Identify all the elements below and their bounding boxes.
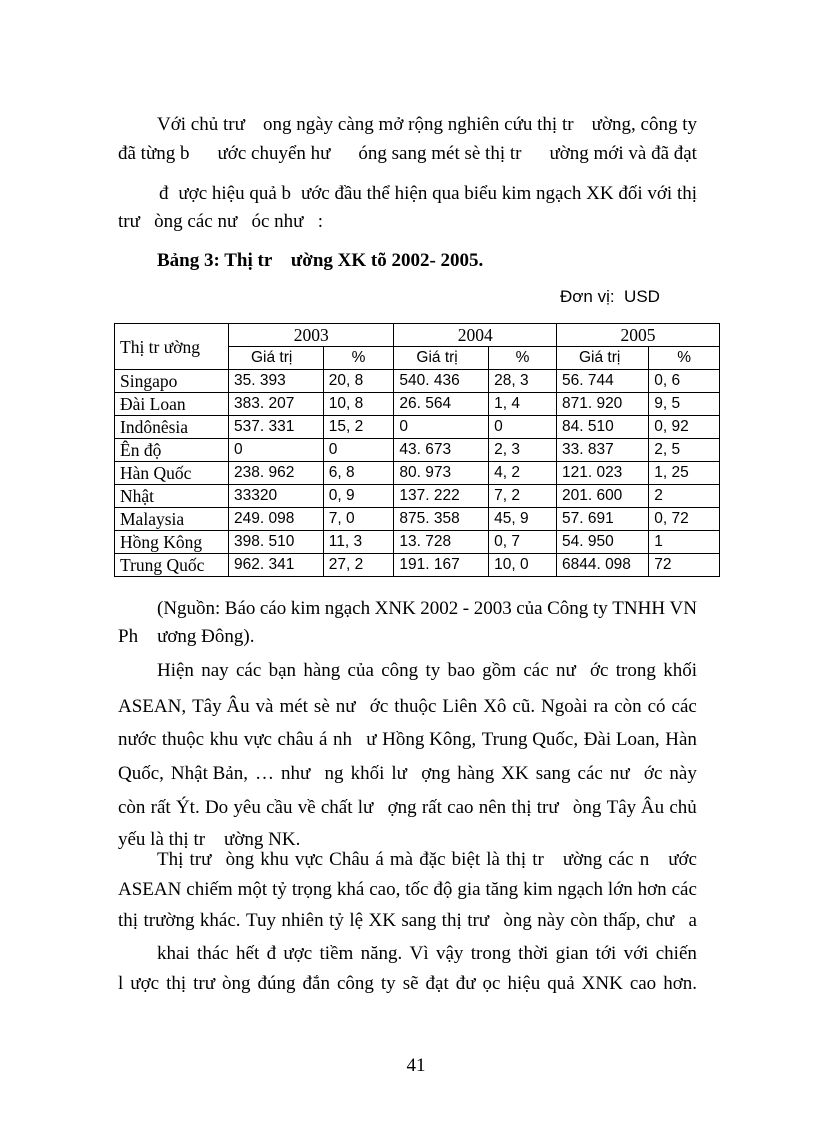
page-number: 41 [406, 1055, 426, 1076]
word: cầu [266, 797, 293, 818]
word: trư [193, 973, 216, 994]
paragraph-2-line-6: yếu là thị tr ường NK. [118, 829, 301, 850]
word: chư a [646, 910, 697, 931]
word: khác. [199, 910, 241, 931]
value-header: Giá trị [394, 347, 489, 370]
word: cao, [369, 879, 401, 900]
word: Ngoài [541, 696, 588, 717]
word: Tuy [246, 910, 276, 931]
word: tới [595, 943, 617, 964]
word: cũ. [512, 696, 536, 717]
word: và [255, 696, 274, 717]
paragraph-3-line-4 [157, 943, 697, 965]
table-row [115, 416, 720, 439]
word: trư òng [536, 797, 602, 818]
word: chiếm [186, 879, 233, 900]
percent-cell: 10, 8 [323, 393, 394, 416]
word: mà [389, 849, 414, 870]
percent-cell: 1 [649, 531, 720, 554]
paragraph-2-line-1 [157, 660, 697, 682]
word: công [336, 973, 374, 994]
value-cell: 84. 510 [556, 416, 648, 439]
word: ngạch [324, 598, 371, 619]
word: XNK [374, 598, 416, 619]
word: XNK [581, 973, 623, 994]
word: TNHH [612, 598, 666, 619]
value-cell: 137. 222 [394, 485, 489, 508]
word: sang [535, 763, 571, 784]
percent-cell: 2 [649, 485, 720, 508]
percent-cell: 9, 5 [649, 393, 720, 416]
word: thuộc [394, 696, 437, 717]
word: bạn [268, 660, 297, 681]
word: đư [455, 973, 476, 994]
percent-cell: 10, 0 [489, 554, 557, 577]
word: trường [143, 910, 195, 931]
word: của [516, 598, 543, 619]
paragraph-3-line-1 [157, 849, 697, 871]
word: khu [209, 729, 239, 750]
paragraph-1-line-2 [118, 143, 697, 165]
percent-cell: 7, 2 [489, 485, 557, 508]
word: cáo [259, 598, 287, 619]
word: hiệu [507, 973, 541, 994]
word: Xô [483, 696, 507, 717]
percent-cell: 28, 3 [489, 370, 557, 393]
word: với [623, 943, 649, 964]
table-row [115, 370, 720, 393]
paragraph-1-line-3 [159, 183, 697, 205]
word: đạt [425, 973, 449, 994]
value-cell: 191. 167 [394, 554, 489, 577]
value-cell: 540. 436 [394, 370, 489, 393]
word: Do [204, 797, 229, 818]
word: hàng [457, 763, 495, 784]
percent-cell: 15, 2 [323, 416, 394, 439]
value-cell: 383. 207 [229, 393, 324, 416]
word: độ [433, 879, 453, 900]
word: vực [243, 729, 272, 750]
word: biệt [451, 849, 481, 870]
word: Vì [409, 943, 429, 964]
table-header-row-years [115, 324, 720, 347]
word: ược hiệu quả b [178, 183, 292, 204]
word: khá [336, 879, 365, 900]
word: tỷ [272, 879, 287, 900]
value-cell: 398. 510 [229, 531, 324, 554]
value-cell: 80. 973 [394, 462, 489, 485]
word: chất [320, 797, 353, 818]
market-cell: Hồng Kông [115, 531, 229, 554]
word: tốc [405, 879, 429, 900]
value-cell: 6844. 098 [556, 554, 648, 577]
word: Ýt. [175, 797, 200, 818]
value-cell: 875. 358 [394, 508, 489, 531]
paragraph-2-line-4 [118, 763, 697, 785]
word: nư ớc [555, 660, 609, 681]
word: mét [279, 696, 308, 717]
word: ong ngày càng mở rộng nghiên cứu thị tr [263, 114, 574, 135]
word: ngạch [557, 879, 603, 900]
table-row [115, 508, 720, 531]
percent-cell: 0, 7 [489, 531, 557, 554]
market-cell: Indônêsia [115, 416, 229, 439]
word: về [297, 797, 316, 818]
word: Nhật Bản, [170, 763, 248, 784]
word: nư ớc [335, 696, 389, 717]
word: thị [118, 910, 139, 931]
word: 2002 [420, 598, 459, 619]
word: XK [501, 763, 529, 784]
word: đã từng b [118, 143, 190, 164]
percent-cell: 0, 92 [649, 416, 720, 439]
percent-cell: 2, 3 [489, 439, 557, 462]
value-cell: 33320 [229, 485, 324, 508]
paragraph-2-line-5 [118, 797, 697, 819]
word: đặc [419, 849, 446, 870]
word: ASEAN, [118, 696, 187, 717]
percent-cell: 1, 25 [649, 462, 720, 485]
word: nư ớc [609, 763, 663, 784]
market-cell: Đài Loan [115, 393, 229, 416]
word: các [235, 660, 262, 681]
unit-label: Đơn vị: USD [560, 287, 660, 306]
word: Đài Loan, [583, 729, 660, 750]
word: ường mới và đã đạt [549, 143, 697, 164]
word: ược [130, 973, 160, 994]
word: tăng [485, 879, 519, 900]
percent-cell: 45, 9 [489, 508, 557, 531]
word: lệ [349, 910, 364, 931]
value-cell: 201. 600 [556, 485, 648, 508]
word: sẽ [402, 973, 419, 994]
percent-cell: 0, 9 [323, 485, 394, 508]
word: l [118, 973, 124, 994]
word: đắn [302, 973, 330, 994]
percent-cell: 2, 5 [649, 439, 720, 462]
word: khối [663, 660, 697, 681]
value-cell: 26. 564 [394, 393, 489, 416]
value-cell: 0 [229, 439, 324, 462]
word: Châu [329, 849, 370, 870]
word: hơn. [663, 973, 697, 994]
word: nh ư [333, 729, 377, 750]
market-cell: Trung Quốc [115, 554, 229, 577]
value-cell: 238. 962 [229, 462, 324, 485]
word: còn [614, 696, 642, 717]
table-row [115, 462, 720, 485]
paragraph-1-line-4: trư òng các nư óc như : [118, 211, 324, 232]
table-row [115, 393, 720, 416]
word: thị [441, 910, 462, 931]
word: kim [523, 879, 553, 900]
word: thị [506, 849, 527, 870]
word: một [237, 879, 268, 900]
value-cell: 33. 837 [556, 439, 648, 462]
market-cell: Singapo [115, 370, 229, 393]
value-cell: 121. 023 [556, 462, 648, 485]
word: Tây Âu [606, 797, 665, 818]
word: yêu [233, 797, 261, 818]
percent-cell: 1, 4 [489, 393, 557, 416]
table-row [115, 554, 720, 577]
percent-cell: 4, 2 [489, 462, 557, 485]
word: tr ường [532, 849, 603, 870]
year-header-2003: 2003 [229, 324, 394, 347]
word: các [577, 763, 603, 784]
word: trư òng [467, 910, 532, 931]
word: vực [294, 849, 324, 870]
market-cell: Malaysia [115, 508, 229, 531]
percent-header: % [323, 347, 394, 370]
word: thấp, [603, 910, 641, 931]
word: Với chủ trư [157, 114, 245, 135]
word: khai [157, 943, 190, 964]
word: sang [401, 910, 437, 931]
word: ty [380, 973, 396, 994]
source-note-line-2: Ph ương Đông). [118, 626, 255, 647]
table-row [115, 531, 720, 554]
percent-cell: 20, 8 [323, 370, 394, 393]
value-cell: 35. 393 [229, 370, 324, 393]
word: chiến [655, 943, 697, 964]
percent-cell: 0, 72 [649, 508, 720, 531]
value-cell: 54. 950 [556, 531, 648, 554]
word: (Nguồn: [157, 598, 221, 619]
word: ước đầu thể hiện qua biểu kim ngạch XK đối với thị [300, 183, 697, 204]
word: Tây Âu [192, 696, 250, 717]
word: gian [555, 943, 589, 964]
word: gia [457, 879, 481, 900]
word: á [319, 729, 328, 750]
value-cell: 0 [394, 416, 489, 439]
word: đ [159, 183, 169, 204]
word: nước [118, 729, 157, 750]
word: chủ [669, 797, 697, 818]
word: sè [313, 696, 330, 717]
word: ASEAN [118, 879, 182, 900]
word: các [671, 879, 697, 900]
percent-cell: 72 [649, 554, 720, 577]
value-cell: 43. 673 [394, 439, 489, 462]
word: đúng [257, 973, 296, 994]
word: bao [447, 660, 475, 681]
word: công [381, 660, 419, 681]
word: ước chuyển hư [217, 143, 331, 164]
percent-cell: 0 [323, 439, 394, 462]
year-header-2005: 2005 [556, 324, 719, 347]
word: thời [518, 943, 549, 964]
word: có [647, 696, 666, 717]
word: Trung Quốc, [481, 729, 579, 750]
value-cell: 13. 728 [394, 531, 489, 554]
word: châu [277, 729, 314, 750]
word: á [375, 849, 384, 870]
word: nhiên [281, 910, 324, 931]
percent-cell: 0, 6 [649, 370, 720, 393]
table-row [115, 439, 720, 462]
word: còn [118, 797, 146, 818]
value-cell: 56. 744 [556, 370, 648, 393]
word: thị [166, 973, 187, 994]
percent-cell: 6, 8 [323, 462, 394, 485]
word: hơn [637, 879, 667, 900]
word: quả [547, 973, 575, 994]
word: tỷ [329, 910, 344, 931]
word: kim [290, 598, 321, 619]
word: thuộc [161, 729, 205, 750]
word: này [669, 763, 697, 784]
word: ra [593, 696, 609, 717]
export-market-table [114, 323, 720, 577]
paragraph-2-line-3 [118, 729, 697, 751]
word: lư ợng [357, 797, 417, 818]
word: trong [615, 660, 656, 681]
word: các [608, 849, 634, 870]
paragraph-2-line-2 [118, 696, 697, 718]
word: rất [421, 797, 442, 818]
table-caption: Bảng 3: Thị tr ường XK tõ 2002- 2005. [157, 250, 484, 271]
word: khu [260, 849, 289, 870]
word: Thị [157, 849, 184, 870]
word: Công ty [547, 598, 608, 619]
market-cell: Hàn Quốc [115, 462, 229, 485]
word: tiềm [319, 943, 354, 964]
year-header-2004: 2004 [394, 324, 557, 347]
word: … [254, 763, 274, 784]
word: ọc [482, 973, 501, 994]
word: Hàn [665, 729, 697, 750]
word: ty [425, 660, 441, 681]
word: của [347, 660, 374, 681]
word: vậy [435, 943, 464, 964]
percent-cell: 11, 3 [323, 531, 394, 554]
value-cell: 962. 341 [229, 554, 324, 577]
word: trọng [291, 879, 332, 900]
word: ường, công ty [591, 114, 697, 135]
word: thị [511, 797, 532, 818]
value-cell: 249. 098 [229, 508, 324, 531]
word: còn [570, 910, 598, 931]
word: các [671, 696, 697, 717]
value-header: Giá trị [556, 347, 648, 370]
word: như ng [281, 763, 344, 784]
market-cell: Ên độ [115, 439, 229, 462]
market-column-header: Thị tr ường [115, 324, 229, 370]
paragraph-1-line-1 [157, 114, 697, 136]
word: ược [283, 943, 313, 964]
word: n ước [639, 849, 697, 870]
word: trư òng [189, 849, 255, 870]
word: cao [447, 797, 474, 818]
percent-header: % [649, 347, 720, 370]
word: Hồng Kông, [382, 729, 477, 750]
word: này [537, 910, 565, 931]
word: òng [222, 973, 251, 994]
word: khối [350, 763, 385, 784]
word: nay [201, 660, 229, 681]
percent-cell: 0 [489, 416, 557, 439]
word: rất [150, 797, 171, 818]
word: nên [478, 797, 507, 818]
word: Quốc, [118, 763, 164, 784]
source-note-line-1 [157, 598, 697, 620]
percent-header: % [489, 347, 557, 370]
word: XK [368, 910, 396, 931]
word: cao [629, 973, 657, 994]
word: đ [266, 943, 277, 964]
word: VN [669, 598, 697, 619]
market-cell: Nhật [115, 485, 229, 508]
paragraph-3-line-2 [118, 879, 697, 901]
word: hết [236, 943, 260, 964]
word: trong [470, 943, 511, 964]
word: lư ợng [391, 763, 451, 784]
table-row [115, 485, 720, 508]
word: Liên [442, 696, 478, 717]
value-cell: 57. 691 [556, 508, 648, 531]
word: hàng [303, 660, 341, 681]
word: các [523, 660, 549, 681]
value-cell: 537. 331 [229, 416, 324, 439]
word: năng. [360, 943, 403, 964]
word: óng sang mét sè thị tr [358, 143, 522, 164]
paragraph-3-line-5 [118, 973, 697, 995]
word: gồm [482, 660, 517, 681]
value-header: Giá trị [229, 347, 324, 370]
percent-cell: 27, 2 [323, 554, 394, 577]
word: Hiện [157, 660, 194, 681]
word: Báo [224, 598, 256, 619]
word: thác [197, 943, 229, 964]
value-cell: 871. 920 [556, 393, 648, 416]
word: lớn [607, 879, 633, 900]
percent-cell: 7, 0 [323, 508, 394, 531]
word: - 2003 [462, 598, 512, 619]
paragraph-3-line-3 [118, 910, 697, 932]
word: là [486, 849, 500, 870]
